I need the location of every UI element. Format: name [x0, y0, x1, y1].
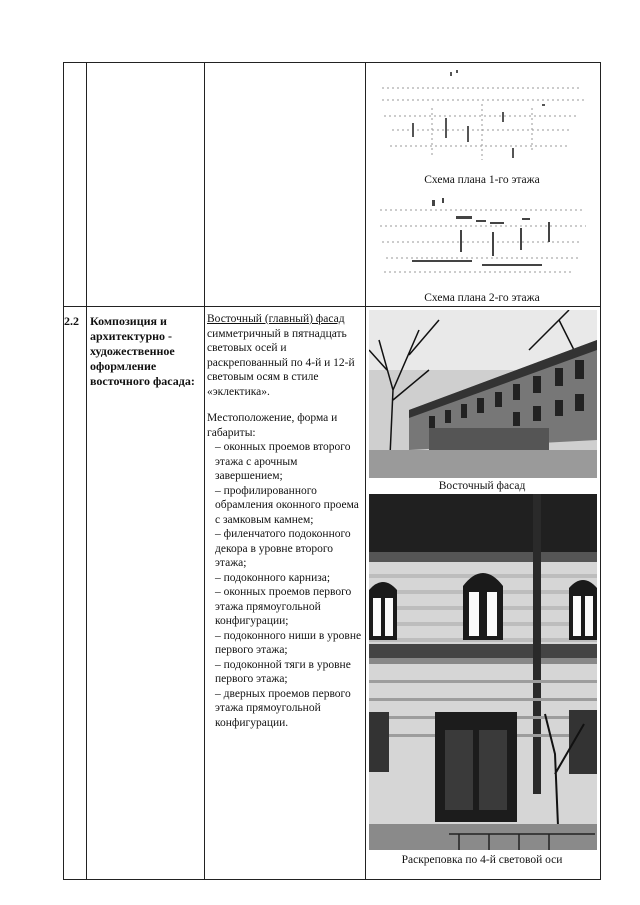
list-item: – подоконной тяги в уровне первого этажа; — [215, 658, 351, 685]
floor-plan-1-image — [372, 68, 594, 168]
table-border-col2 — [204, 62, 205, 880]
row-title: Композиция и архитектурно - художественное оформление восточного фасада: — [90, 314, 195, 388]
table-border-bottom — [63, 879, 601, 880]
caption-detail: Раскреповка по 4-й световой оси — [401, 854, 563, 866]
table-border-top — [63, 62, 601, 63]
feature-list — [207, 440, 363, 730]
risalit-detail-photo — [369, 494, 597, 850]
table-border-col3 — [365, 62, 366, 880]
list-item: – филенчатого подоконного декора в уровне второго этажа; — [215, 528, 351, 569]
caption-plan-1: Схема плана 1-го этажа — [424, 174, 540, 186]
list-heading: Местоположение, форма и габариты: — [207, 412, 338, 439]
east-facade-photo — [369, 310, 597, 478]
caption-plan-2: Схема плана 2-го этажа — [424, 292, 540, 304]
floor-plan-2-image — [372, 192, 594, 288]
caption-facade: Восточный фасад — [438, 480, 526, 492]
intro-paragraph — [207, 312, 363, 399]
intro-link-text: Восточный (главный) фасад — [207, 313, 345, 325]
row-number: 2.2 — [64, 314, 79, 328]
row-description — [207, 312, 363, 730]
table-border-left — [63, 62, 64, 880]
list-item: – подоконного ниши в уровне первого этажа; — [215, 629, 362, 656]
row-divider — [63, 306, 601, 307]
list-item: – подоконного карниза; — [215, 571, 331, 584]
table-border-col1 — [86, 62, 87, 880]
list-item: – дверных проемов первого этажа прямоугольной конфигурации. — [215, 687, 351, 729]
intro-text: симметричный в пятнадцать световых осей и раскрепованный по 4-й и 12-й световым осям в стиле «эклектика». — [207, 327, 355, 398]
list-item: – профилированного обрамления оконного проема с замковым камнем; — [215, 484, 359, 526]
table-border-right — [600, 62, 601, 880]
list-item: – оконных проемов второго этажа с арочным завершением; — [215, 441, 351, 482]
list-item: – оконных проемов первого этажа прямоугольной конфигурации; — [215, 586, 352, 627]
